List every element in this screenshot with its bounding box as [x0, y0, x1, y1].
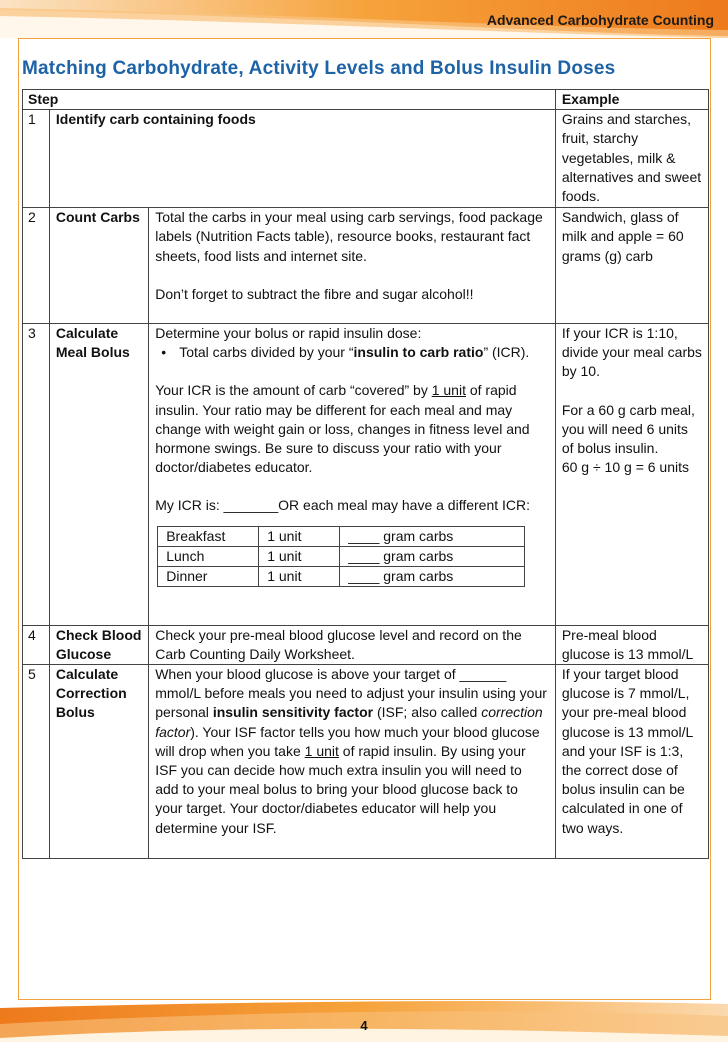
table-row [158, 566, 525, 586]
table-row [23, 110, 709, 208]
step-number: 3 [23, 324, 50, 626]
page-title: Matching Carbohydrate, Activity Levels and Bolus Insulin Doses [22, 58, 616, 79]
meal-carbs: ____ gram carbs [340, 546, 525, 566]
text-part: Your ICR is the amount of carb “covered” by [155, 382, 432, 399]
bullet-text-part: ” (ICR). [483, 344, 530, 361]
column-header-step: Step [23, 90, 556, 110]
step-description [149, 324, 556, 626]
table-row [158, 546, 525, 566]
table-row [158, 526, 525, 546]
text-italic: correction factor [155, 704, 543, 740]
description-note: Don’t forget to subtract the fibre and sugar alcohol!! [155, 285, 474, 302]
bullet-text [179, 343, 529, 362]
step-number: 2 [23, 208, 50, 324]
text-part: When your blood glucose is above your target of ______ mmol/L before meals you need to adjust your insulin using your personal [155, 666, 547, 721]
step-number: 4 [23, 625, 50, 664]
step-label: Calculate Meal Bolus [49, 324, 148, 626]
table-row [23, 324, 709, 626]
column-header-example: Example [555, 90, 708, 110]
section-title: Advanced Carbohydrate Counting [486, 12, 714, 28]
example-cell: Grains and starches, fruit, starchy vegetables, milk & alternatives and sweet foods. [555, 110, 708, 208]
example-cell: Sandwich, glass of milk and apple = 60 grams (g) carb [555, 208, 708, 324]
steps-table [22, 89, 709, 859]
example-text: If your ICR is 1:10, divide your meal carbs by 10. [561, 325, 702, 380]
meal-units: 1 unit [259, 566, 340, 586]
meal-name: Dinner [158, 566, 259, 586]
meal-units: 1 unit [259, 526, 340, 546]
meal-name: Breakfast [158, 526, 259, 546]
description-text: Determine your bolus or rapid insulin dose: [155, 325, 422, 342]
bullet-text-emphasis: insulin to carb ratio [353, 344, 484, 361]
text-part: of rapid insulin. By using your ISF you can decide how much extra insulin you will need to add to your meal bolus to bring your blood glucose back to your target. Your doctor/diabetes educator will help you determine your ISF. [155, 742, 526, 836]
text-part: ). Your ISF factor tells you how much your blood glucose will drop when you take [155, 723, 540, 759]
text-underlined: 1 unit [304, 742, 339, 759]
icr-explanation [155, 381, 549, 477]
table-row [23, 665, 709, 859]
step-number: 1 [23, 110, 50, 208]
text-underlined: 1 unit [431, 382, 466, 399]
step-number: 5 [23, 665, 50, 859]
step-label: Count Carbs [49, 208, 148, 324]
example-text: 60 g ÷ 10 g = 6 units [561, 459, 690, 476]
bullet-icon: • [161, 344, 167, 361]
table-row [23, 625, 709, 664]
example-cell [555, 324, 708, 626]
page-number: 4 [360, 1018, 368, 1033]
icr-meal-table [157, 526, 525, 587]
table-header-row [23, 90, 709, 110]
table-row [23, 208, 709, 324]
example-text: For a 60 g carb meal, you will need 6 units of bolus insulin. [561, 401, 695, 457]
bullet-text-part: Total carbs divided by your “ [179, 344, 354, 361]
step-description [149, 208, 556, 324]
step-description [149, 665, 556, 859]
meal-units: 1 unit [259, 546, 340, 566]
meal-carbs: ____ gram carbs [340, 566, 525, 586]
step-label: Check Blood Glucose [49, 625, 148, 664]
description-text: Total the carbs in your meal using carb servings, food package labels (Nutrition Facts table), resource books, restaurant fact sheets, food lists and internet site. [155, 209, 543, 264]
text-emphasis: insulin sensitivity factor [212, 704, 374, 721]
step-label: Identify carb containing foods [49, 110, 555, 208]
example-cell: If your target blood glucose is 7 mmol/L, your pre-meal blood glucose is 13 mmol/L and your ISF is 1:3, the correct dose of bolus insulin can be calculated in one of two ways. [555, 665, 708, 859]
my-icr-line: My ICR is: _______OR each meal may have a different ICR: [155, 497, 531, 514]
step-label: Calculate Correction Bolus [49, 665, 148, 859]
text-part: of rapid insulin. Your ratio may be different for each meal and may change with weight gain or loss, changes in fitness level and hormone swings. Be sure to discuss your ratio with your doctor/diabetes educator. [155, 382, 530, 476]
meal-carbs: ____ gram carbs [340, 526, 525, 546]
text-part: (ISF; also called [373, 704, 482, 721]
meal-name: Lunch [158, 546, 259, 566]
example-cell: Pre-meal blood glucose is 13 mmol/L [555, 625, 708, 664]
step-description: Check your pre-meal blood glucose level and record on the Carb Counting Daily Worksheet. [149, 625, 556, 664]
bullet-item [155, 343, 549, 362]
